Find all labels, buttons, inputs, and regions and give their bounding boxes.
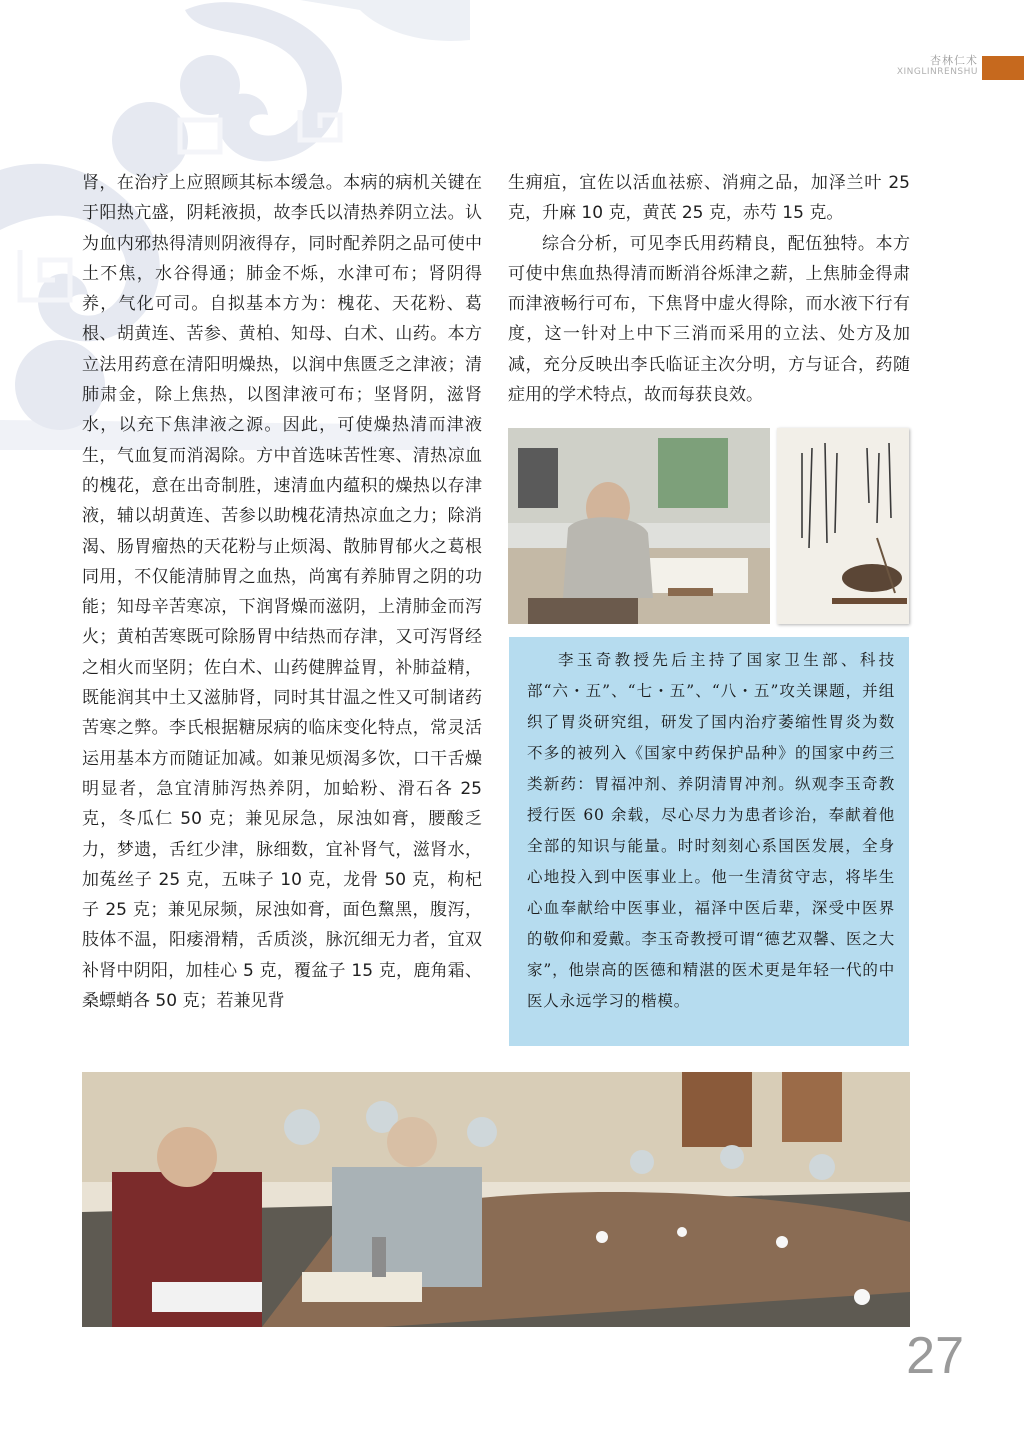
- article-right-column: [508, 168, 910, 410]
- article-paragraph: 肾，在治疗上应照顾其标本缓急。本病的病机关键在于阳热亢盛，阴耗液损，故李氏以清热养阴立法。认为血内邪热得清则阴液得存，同时配养阴之品可使中土不焦，水谷得通；肺金不烁，水津可布；肾阴得养，气化可司。自拟基本方为：槐花、天花粉、葛根、胡黄连、苦参、黄柏、知母、白术、山药。本方立法用药意在清阳明燥热，以润中焦匮乏之津液；清肺肃金，除上焦热，以图津液可布；坚肾阴，滋肾水，以充下焦津液之源。因此，可使燥热清而津液生，气血复而消渴除。方中首选味苦性寒、清热凉血的槐花，意在出奇制胜，速清血内蕴积的燥热以存津液，辅以胡黄连、苦参以助槐花清热凉血之力；除消渴、肠胃瘤热的天花粉与止烦渴、散肺胃郁火之葛根同用，不仅能清肺胃之血热，尚寓有养肺胃之阴的功能；知母辛苦寒凉，下润肾燥而滋阴，上清肺金而泻火；黄柏苦寒既可除肠胃中结热而存津，又可泻肾经之相火而坚阴；佐白术、山药健脾益胃，补肺益精，既能润其中土又滋肺肾，同时其甘温之性又可制诸药苦寒之弊。李氏根据糖尿病的临床变化特点，常灵活运用基本方而随证加减。如兼见烦渴多饮，口干舌燥明显者，急宜清肺泻热养阴，加蛤粉、滑石各 25 克，冬瓜仁 50 克；兼见尿急，尿浊如膏，腰酸乏力，梦遗，舌红少津，脉细数，宜补肾气，滋肾水，加菟丝子 25 克，五味子 10 克，龙骨 50 克，枸杞子 25 克；兼见尿频，尿浊如膏，面色黧黑，腹泻，肢体不温，阳痿滑精，舌质淡，脉沉细无力者，宜双补肾中阴阳，加桂心 5 克，覆盆子 15 克，鹿角霜、桑螵蛸各 50 克；若兼见背: [82, 173, 482, 1012]
- article-paragraph: 综合分析，可见李氏用药精良，配伍独特。本方可使中焦血热得清而断消谷烁津之薪，上焦肺金得肃而津液畅行可布，下焦肾中虚火得除，而水液下行有度，这一针对上中下三消而采用的立法、处方及加减，充分反映出李氏临证主次分明，方与证合，药随症用的学术特点，故而每获良效。: [508, 233, 910, 406]
- header-color-block: [982, 56, 1024, 80]
- professor-bio-text: 李玉奇教授先后主持了国家卫生部、科技部“六・五”、“七・五”、“八・五”攻关课题，并组织了胃炎研究组，研发了国内治疗萎缩性胃炎为数不多的被列入《国家中药保护品种》的国家中药三类新药：胃福冲剂、养阴清胃冲剂。纵观李玉奇教授行医 60 余载，尽心尽力为患者诊治，奉献着他全部的知识与能量。时时刻刻心系国医发展，全身心地投入到中医事业上。他一生清贫守志，将毕生心血奉献给中医事业，福泽中医后辈，深受中医界的敬仰和爱戴。李玉奇教授可谓“德艺双馨、医之大家”，他崇高的医德和精湛的医术更是年轻一代的中医人永远学习的楷模。: [527, 651, 895, 1010]
- article-left-column: [82, 168, 482, 1016]
- header-section-title: 杏林仁术: [930, 54, 978, 67]
- page-number: 27: [906, 1327, 964, 1385]
- article-paragraph: 生痈疽，宜佐以活血祛瘀、消痈之品，加泽兰叶 25 克，升麻 10 克，黄芪 25 克，赤芍 15 克。: [508, 173, 910, 224]
- professor-bio-box: [509, 637, 909, 1046]
- header-section-subtitle: XINGLINRENSHU: [896, 67, 978, 77]
- photo-professor-writing: [508, 428, 770, 624]
- photo-meeting: [82, 1072, 910, 1327]
- photo-calligraphy: [777, 428, 909, 624]
